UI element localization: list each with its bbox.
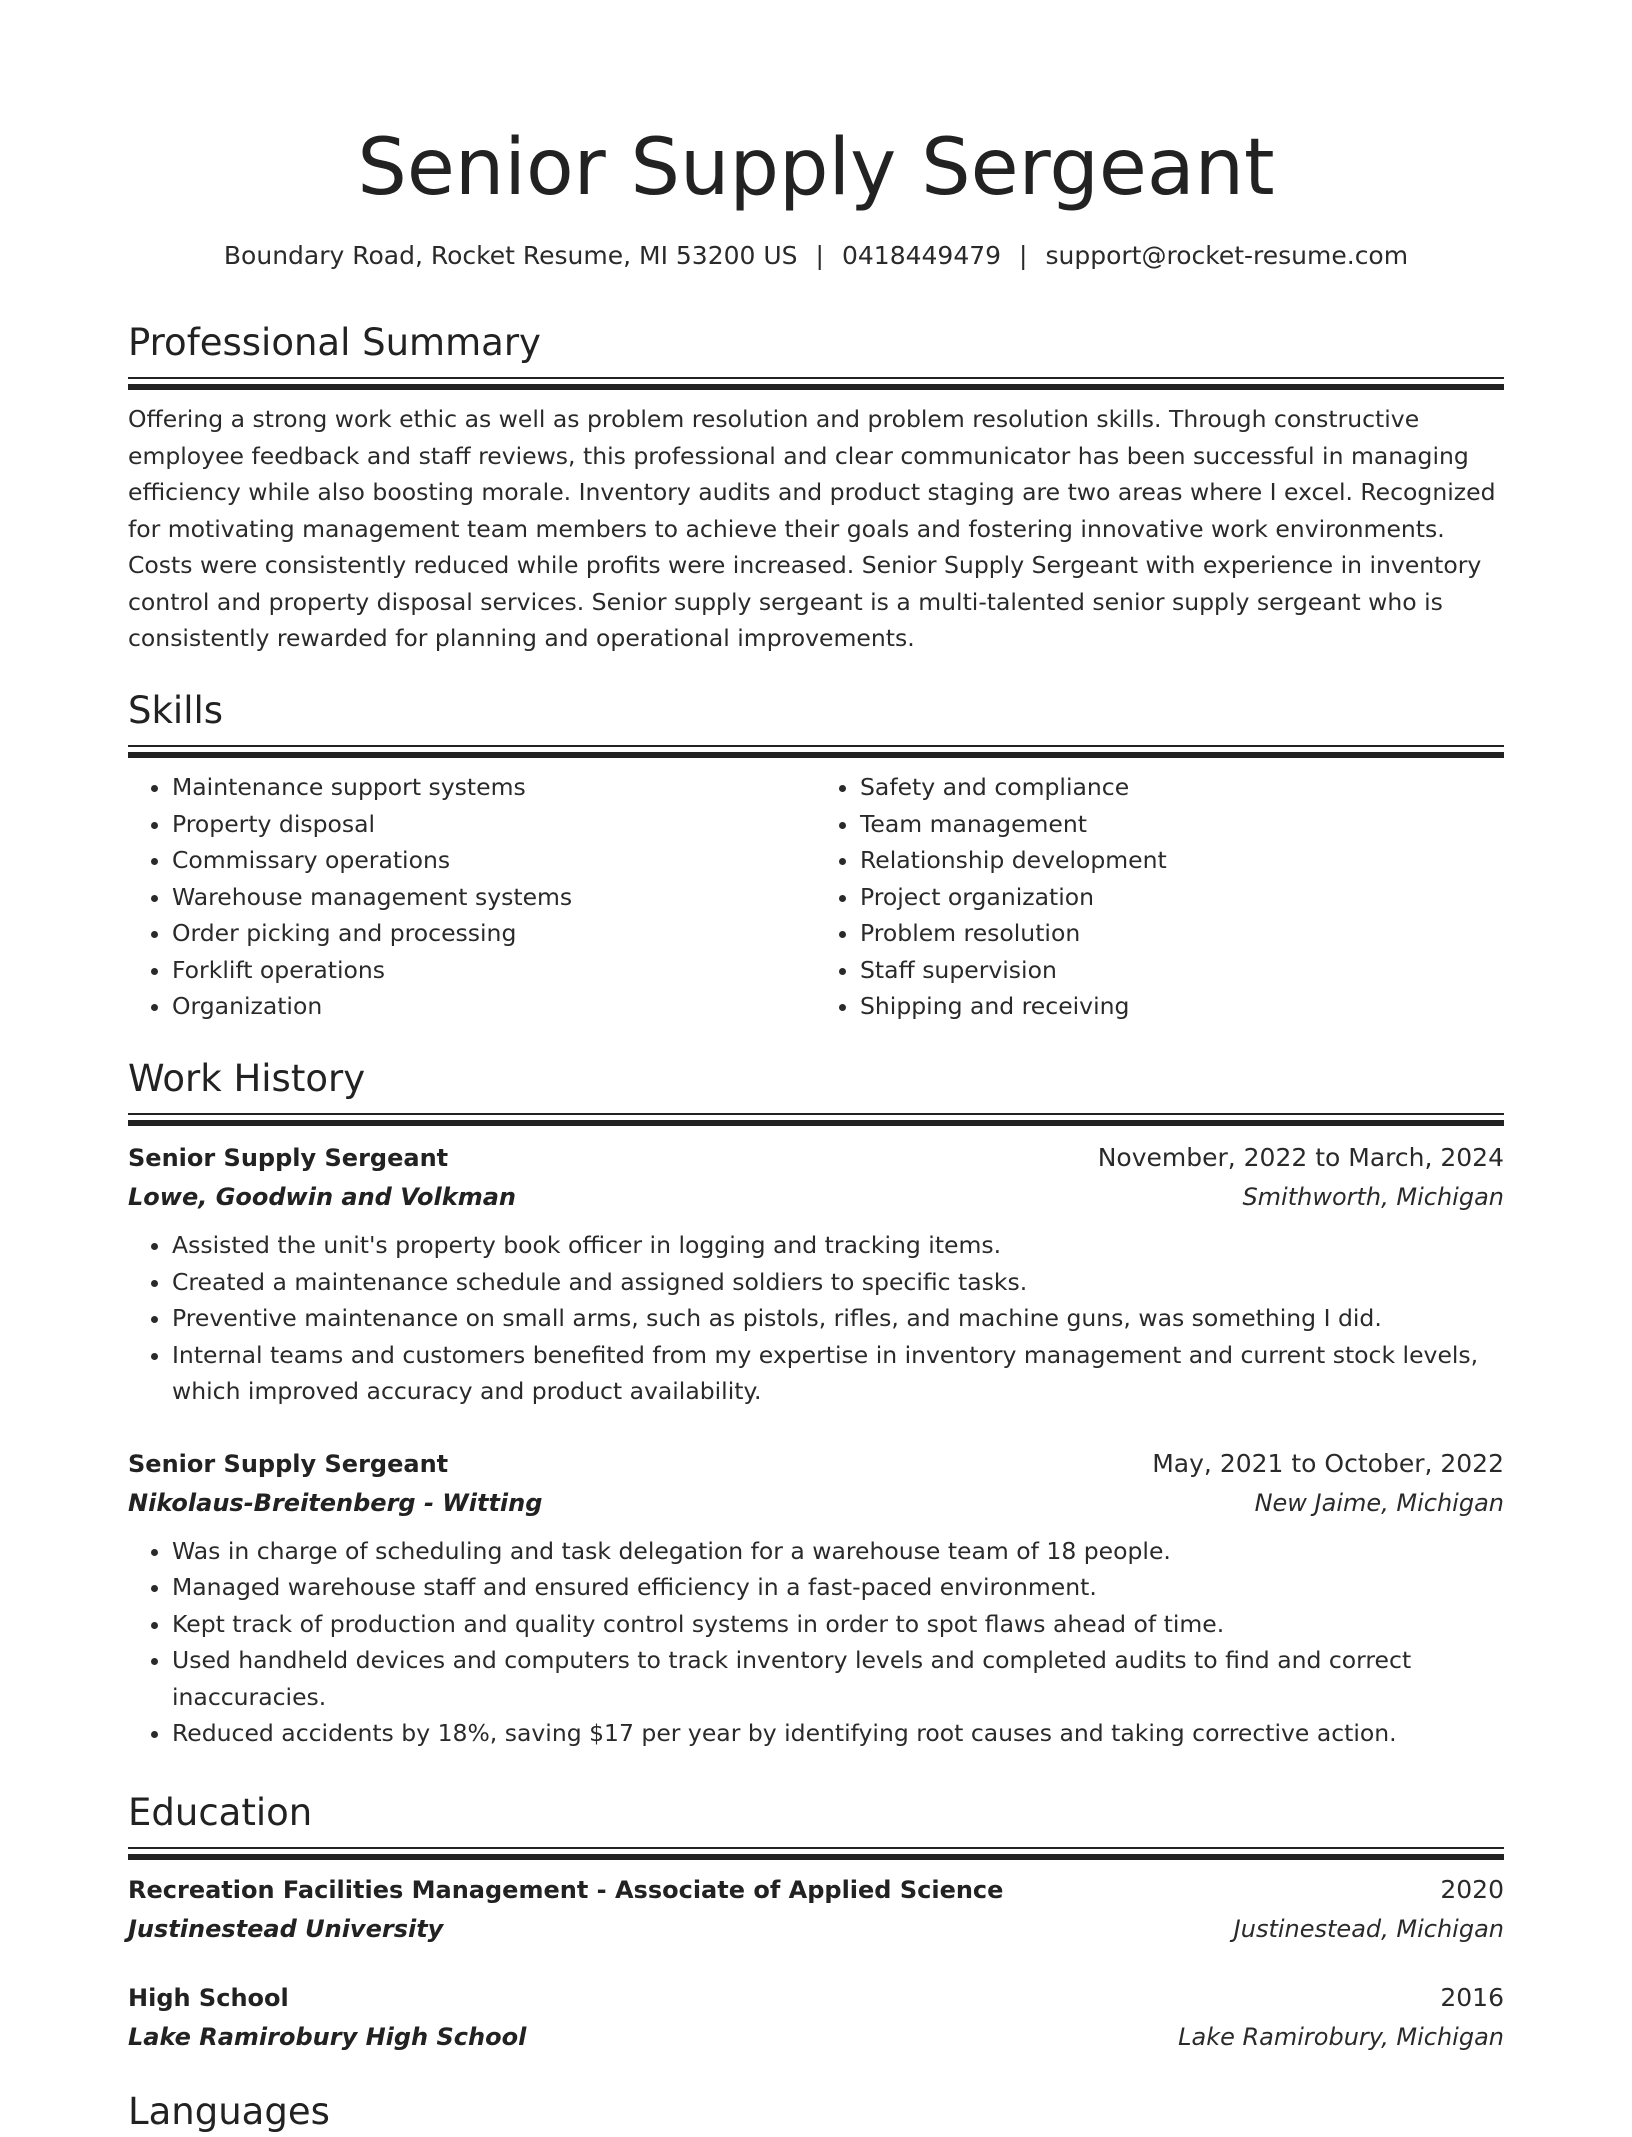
skill-item: • Property disposal xyxy=(172,806,816,843)
education-degree: High School xyxy=(128,1984,289,2012)
section-divider xyxy=(128,1113,1504,1126)
section-divider xyxy=(128,377,1504,390)
education-year: 2020 xyxy=(1440,1875,1504,1904)
summary-section xyxy=(128,318,1504,657)
skill-item: • Maintenance support systems xyxy=(172,769,816,806)
job-title: Senior Supply Sergeant xyxy=(128,1144,449,1172)
education-section xyxy=(128,1788,1504,2056)
job-company-row xyxy=(128,1178,1504,1216)
skill-item: • Forklift operations xyxy=(172,952,816,989)
job-header-row xyxy=(128,1444,1504,1484)
section-heading: Skills xyxy=(128,689,224,732)
section-heading: Professional Summary xyxy=(128,321,541,364)
education-location: Lake Ramirobury, Michigan xyxy=(1178,2023,1504,2051)
education-school: Justinestead University xyxy=(128,1915,444,1943)
job-duty: • Preventive maintenance on small arms, such as pistols, rifles, and machine guns, was something I did. xyxy=(172,1300,1504,1337)
job-duty: • Kept track of production and quality control systems in order to spot flaws ahead of time. xyxy=(172,1606,1504,1643)
resume-name: Senior Supply Sergeant xyxy=(357,123,1275,213)
job-duty: • Managed warehouse staff and ensured efficiency in a fast-paced environment. xyxy=(172,1569,1504,1606)
job-company: Lowe, Goodwin and Volkman xyxy=(128,1183,517,1211)
job-location: New Jaime, Michigan xyxy=(1254,1488,1504,1517)
section-heading: Work History xyxy=(128,1057,366,1100)
skill-item: • Warehouse management systems xyxy=(172,879,816,916)
section-divider xyxy=(128,1847,1504,1860)
work-history-section xyxy=(128,1054,1504,1752)
education-school-row xyxy=(128,1910,1504,1948)
job-duty: • Internal teams and customers benefited from my expertise in inventory management and current stock levels, which improved accuracy and product availability. xyxy=(172,1337,1504,1410)
skill-item: • Organization xyxy=(172,988,816,1025)
education-school-row xyxy=(128,2018,1504,2056)
job-duty: • Was in charge of scheduling and task delegation for a warehouse team of 18 people. xyxy=(172,1533,1504,1570)
section-divider xyxy=(128,745,1504,758)
languages-section xyxy=(128,2087,1504,2137)
skills-list-left xyxy=(128,769,816,1025)
job-duty: • Reduced accidents by 18%, saving $17 per year by identifying root causes and taking corrective action. xyxy=(172,1715,1504,1752)
contact-line xyxy=(128,238,1504,274)
job-duty: • Used handheld devices and computers to track inventory levels and completed audits to find and correct inaccuracies. xyxy=(172,1642,1504,1715)
skill-item: • Order picking and processing xyxy=(172,915,816,952)
skill-item: • Problem resolution xyxy=(860,915,1504,952)
skills-section xyxy=(128,686,1504,1025)
education-header-row xyxy=(128,1978,1504,2018)
skill-item: • Relationship development xyxy=(860,842,1504,879)
section-heading: Education xyxy=(128,1791,313,1834)
education-degree: Recreation Facilities Management - Associate of Applied Science xyxy=(128,1876,1004,1904)
job-duty: • Assisted the unit's property book officer in logging and tracking items. xyxy=(172,1227,1504,1264)
skill-item: • Project organization xyxy=(860,879,1504,916)
summary-text: Offering a strong work ethic as well as problem resolution and problem resolution skills. Through constructive employee feedback and staff reviews, this professional and clear communicator has been successful in managing efficiency while also boosting morale. Inventory audits and product staging are two areas where I excel. Recognized for motivating management team members to achieve their goals and fostering innovative work environments. Costs were consistently reduced while profits were increased. Senior Supply Sergeant with experience in inventory control and property disposal services. Senior supply sergeant is a multi-talented senior supply sergeant who is consistently rewarded for planning and operational improvements. xyxy=(128,405,1496,652)
contact-separator: | xyxy=(815,241,824,270)
education-entry xyxy=(128,1978,1504,2056)
education-school: Lake Ramirobury High School xyxy=(128,2023,527,2051)
job-header-row xyxy=(128,1138,1504,1178)
job-duties xyxy=(128,1227,1504,1410)
job-duty: • Created a maintenance schedule and assigned soldiers to specific tasks. xyxy=(172,1264,1504,1301)
skill-item: • Shipping and receiving xyxy=(860,988,1504,1025)
job-company: Nikolaus-Breitenberg - Witting xyxy=(128,1488,543,1517)
section-heading: Languages xyxy=(128,2090,330,2133)
skill-item: • Commissary operations xyxy=(172,842,816,879)
job-dates: November, 2022 to March, 2024 xyxy=(1097,1143,1504,1172)
job-duties xyxy=(128,1533,1504,1752)
job-title: Senior Supply Sergeant xyxy=(128,1449,449,1478)
job-entry xyxy=(128,1138,1504,1410)
contact-address: Boundary Road, Rocket Resume, MI 53200 US xyxy=(223,241,798,270)
education-location: Justinestead, Michigan xyxy=(1233,1915,1504,1943)
contact-phone: 0418449479 xyxy=(841,241,1002,270)
skill-item: • Staff supervision xyxy=(860,952,1504,989)
skill-item: • Safety and compliance xyxy=(860,769,1504,806)
job-entry xyxy=(128,1444,1504,1752)
education-entry xyxy=(128,1870,1504,1948)
skill-item: • Team management xyxy=(860,806,1504,843)
contact-separator: | xyxy=(1019,241,1028,270)
education-header-row xyxy=(128,1870,1504,1910)
job-location: Smithworth, Michigan xyxy=(1242,1183,1504,1211)
education-year: 2016 xyxy=(1440,1983,1504,2012)
skills-columns xyxy=(128,769,1504,1025)
skills-list-right xyxy=(816,769,1504,1025)
job-company-row xyxy=(128,1484,1504,1522)
job-dates: May, 2021 to October, 2022 xyxy=(1152,1448,1504,1478)
contact-email: support@rocket-resume.com xyxy=(1045,241,1409,270)
